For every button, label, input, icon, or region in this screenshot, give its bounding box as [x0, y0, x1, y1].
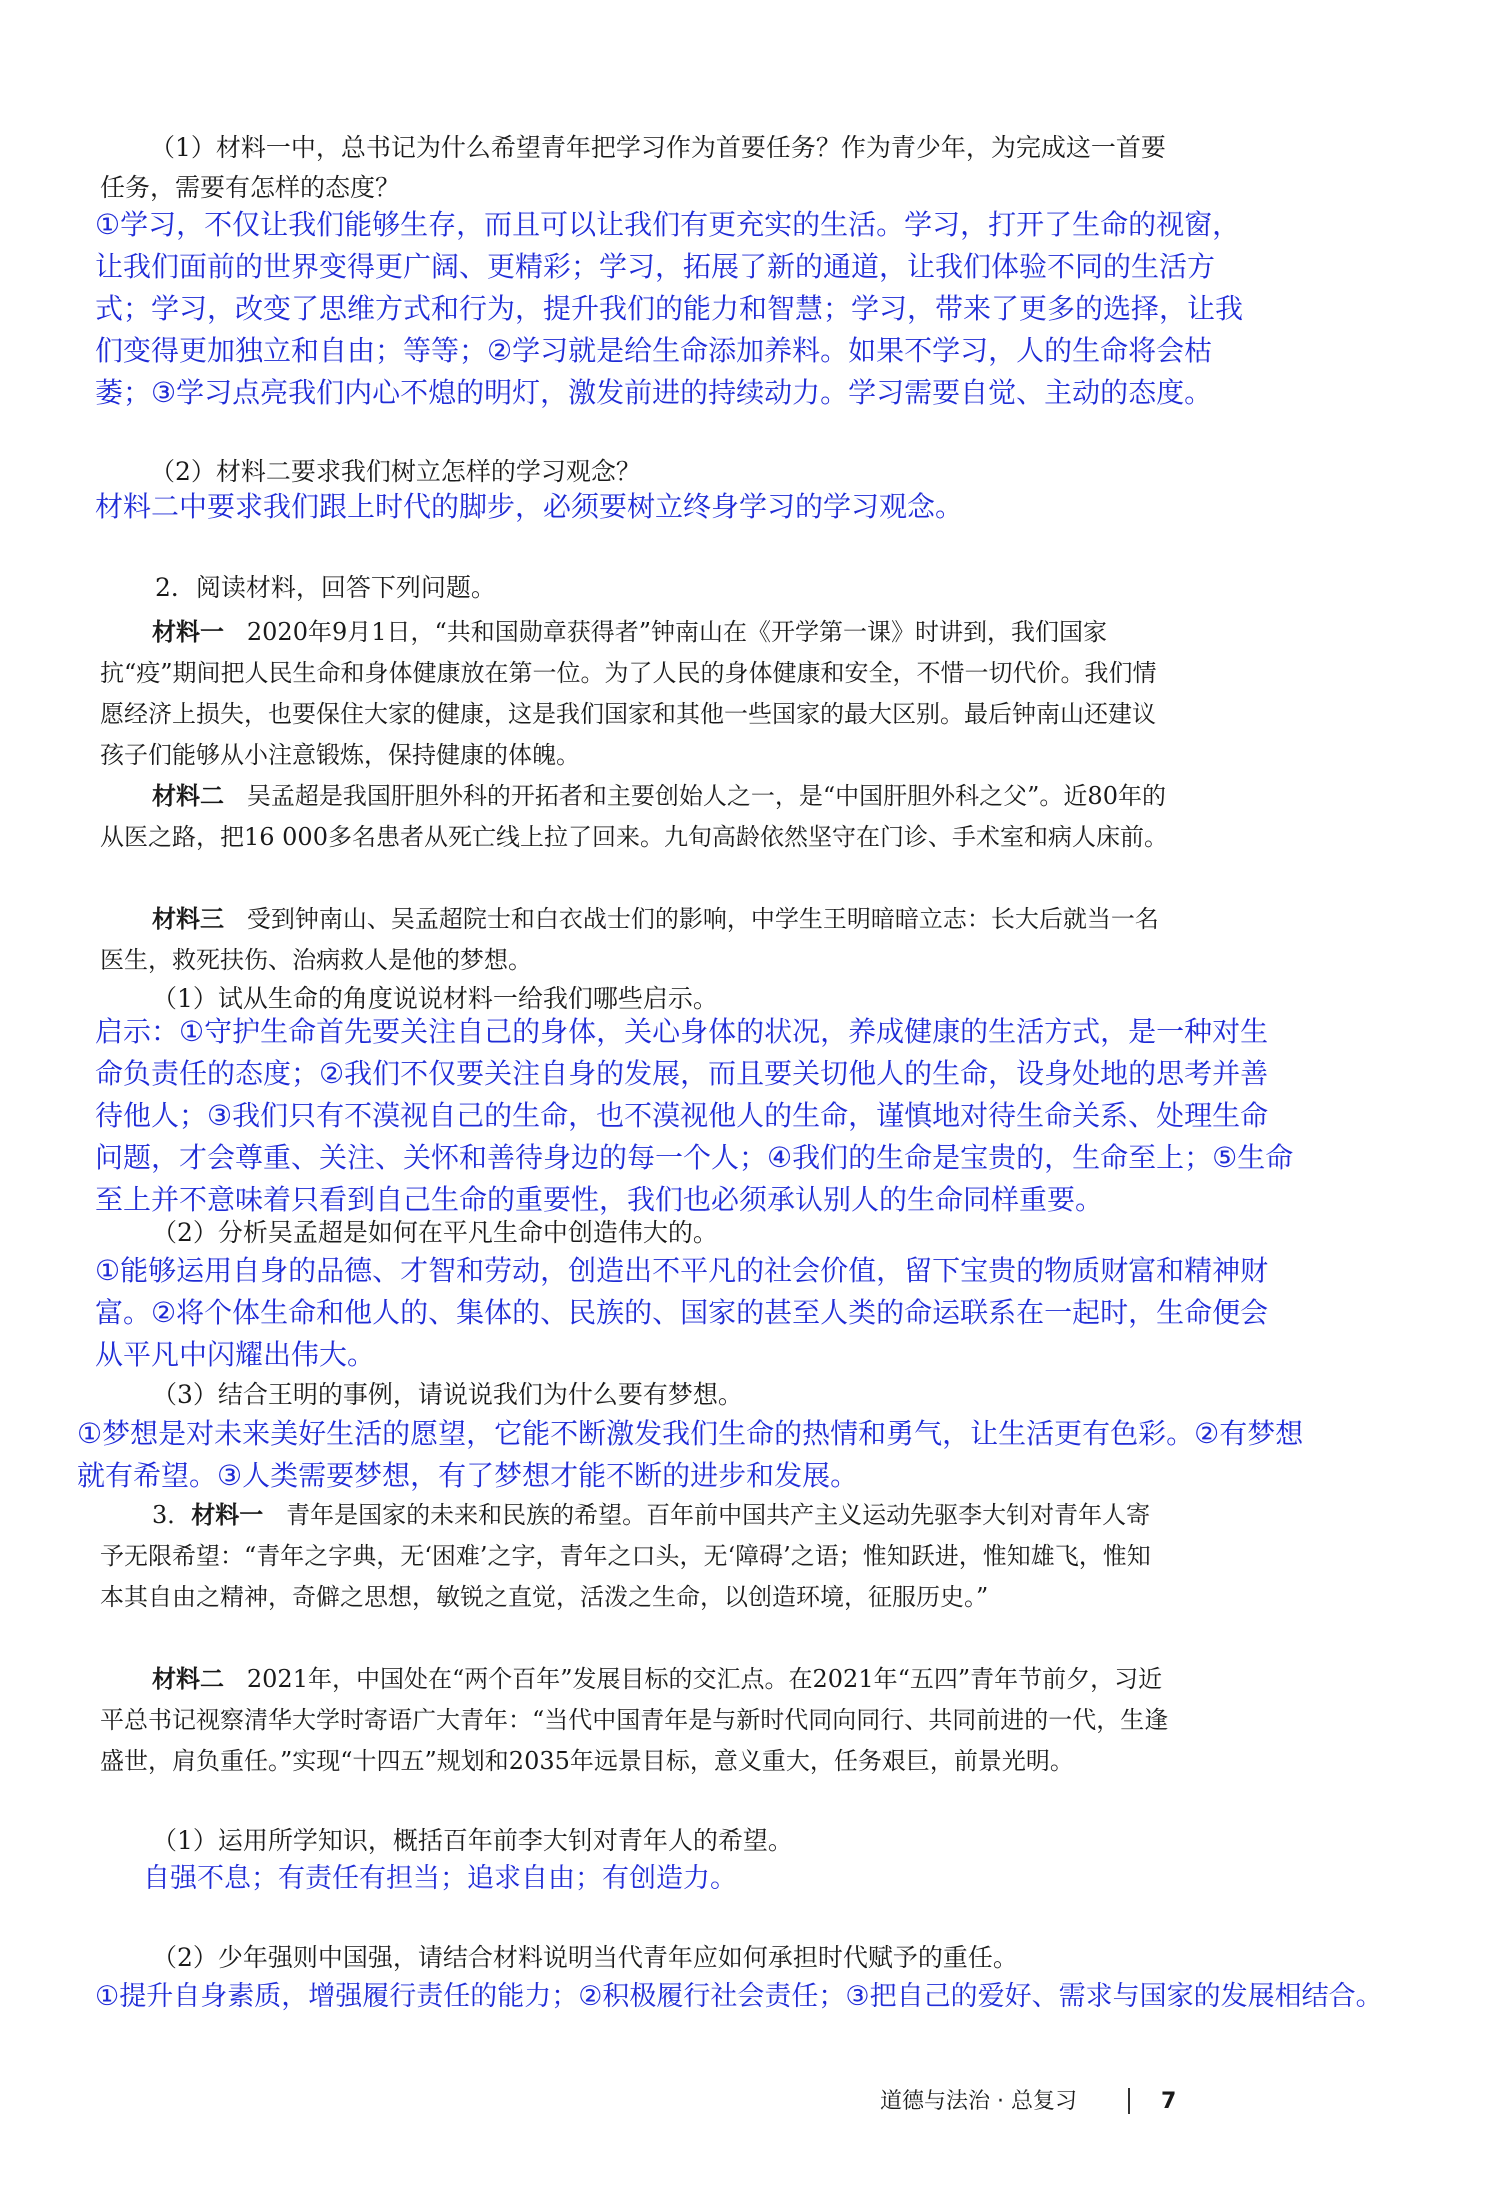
q3-material-2: [100, 1658, 1170, 1782]
q2-material-2: [100, 775, 1170, 858]
answer-1-2: 材料二中要求我们跟上时代的脚步，必须要树立终身学习的学习观念。: [95, 490, 964, 523]
q2-material-3: [100, 898, 1170, 981]
material-label: 材料二: [152, 1664, 224, 1693]
book-title: 道德与法治 · 总复习: [880, 2089, 1077, 2114]
question-2-1: （1）试从生命的角度说说材料一给我们哪些启示。: [152, 984, 718, 1013]
footer-divider: [1128, 2088, 1130, 2114]
question-2-title: 2．阅读材料，回答下列问题。: [155, 573, 496, 602]
material-label: 材料一: [191, 1500, 264, 1529]
answer-1-1: ①学习，不仅让我们能够生存，而且可以让我们有更充实的生活。学习，打开了生命的视窗，让我们面前的世界变得更广阔、更精彩；学习，拓展了新的通道，让我们体验不同的生活方式；学习，改变了思维方式和行为，提升我们的能力和智慧；学习，带来了更多的选择，让我们变得更加独立和自由；等等；②学习就是给生命添加养料。如果不学习，人的生命将会枯萎；③学习点亮我们内心不熄的明灯，激发前进的持续动力。学习需要自觉、主动的态度。: [95, 208, 1244, 409]
question-2-2: （2）分析吴孟超是如何在平凡生命中创造伟大的。: [152, 1218, 718, 1247]
material-label: 材料一: [152, 617, 224, 646]
answer-2-1: 启示：①守护生命首先要关注自己的身体，关心身体的状况，养成健康的生活方式，是一种对生命负责任的态度；②我们不仅要关注自身的发展，而且要关切他人的生命，设身处地的思考并善待他人；③我们只有不漠视自己的生命，也不漠视他人的生命，谨慎地对待生命关系、处理生命问题，才会尊重、关注、关怀和善待身边的每一个人；④我们的生命是宝贵的，生命至上；⑤生命至上并不意味着只看到自己生命的重要性，我们也必须承认别人的生命同样重要。: [95, 1015, 1294, 1216]
question-3-2: （2）少年强则中国强，请结合材料说明当代青年应如何承担时代赋予的重任。: [152, 1943, 1018, 1972]
answer-3-1: 自强不息；有责任有担当；追求自由；有创造力。: [143, 1863, 737, 1894]
material-label: 材料三: [152, 904, 224, 933]
material-text: 吴孟超是我国肝胆外科的开拓者和主要创始人之一，是“中国肝胆外科之父”。近80年的从医之路，把16 000多名患者从死亡线上拉了回来。九旬高龄依然坚守在门诊、手术室和病人床前。: [100, 782, 1168, 851]
q2-material-1: [100, 611, 1170, 776]
material-text: 2021年，中国处在“两个百年”发展目标的交汇点。在2021年“五四”青年节前夕，习近平总书记视察清华大学时寄语广大青年：“当代中国青年是与新时代同向同行、共同前进的一代，生逢盛世，肩负重任。”实现“十四五”规划和2035年远景目标，意义重大，任务艰巨，前景光明。: [100, 1665, 1169, 1775]
page-footer: [880, 2087, 1280, 2117]
question-number: 3．: [152, 1501, 192, 1529]
answer-3-2: ①提升自身素质，增强履行责任的能力；②积极履行社会责任；③把自己的爱好、需求与国家的发展相结合。: [95, 1981, 1383, 2012]
page-number: 7: [1161, 2089, 1177, 2114]
material-text: 青年是国家的未来和民族的希望。百年前中国共产主义运动先驱李大钊对青年人寄予无限希望：“青年之字典，无‘困难’之字，青年之口头，无‘障碍’之语；惟知跃进，惟知雄飞，惟知本其自由之精神，奇僻之思想，敏锐之直觉，活泼之生命，以创造环境，征服历史。”: [100, 1501, 1151, 1611]
material-text: 受到钟南山、吴孟超院士和白衣战士们的影响，中学生王明暗暗立志：长大后就当一名医生，救死扶伤、治病救人是他的梦想。: [100, 905, 1159, 974]
material-label: 材料二: [152, 781, 224, 810]
material-text: 2020年9月1日，“共和国勋章获得者”钟南山在《开学第一课》时讲到，我们国家抗“疫”期间把人民生命和身体健康放在第一位。为了人民的身体健康和安全，不惜一切代价。我们情愿经济上损失，也要保住大家的健康，这是我们国家和其他一些国家的最大区别。最后钟南山还建议孩子们能够从小注意锻炼，保持健康的体魄。: [100, 618, 1157, 769]
question-3-1: （1）运用所学知识，概括百年前李大钊对青年人的希望。: [152, 1826, 793, 1855]
q3-material-1: [100, 1494, 1170, 1618]
question-1-1: （1）材料一中，总书记为什么希望青年把学习作为首要任务？作为青少年，为完成这一首要任务，需要有怎样的态度？: [100, 133, 1166, 202]
question-2-3: （3）结合王明的事例，请说说我们为什么要有梦想。: [152, 1380, 743, 1409]
question-1-2: （2）材料二要求我们树立怎样的学习观念？: [150, 457, 641, 486]
answer-2-3: ①梦想是对未来美好生活的愿望，它能不断激发我们生命的热情和勇气，让生活更有色彩。②有梦想就有希望。③人类需要梦想，有了梦想才能不断的进步和发展。: [77, 1417, 1304, 1492]
answer-2-2: ①能够运用自身的品德、才智和劳动，创造出不平凡的社会价值，留下宝贵的物质财富和精神财富。②将个体生命和他人的、集体的、民族的、国家的甚至人类的命运联系在一起时，生命便会从平凡中闪耀出伟大。: [95, 1254, 1269, 1371]
